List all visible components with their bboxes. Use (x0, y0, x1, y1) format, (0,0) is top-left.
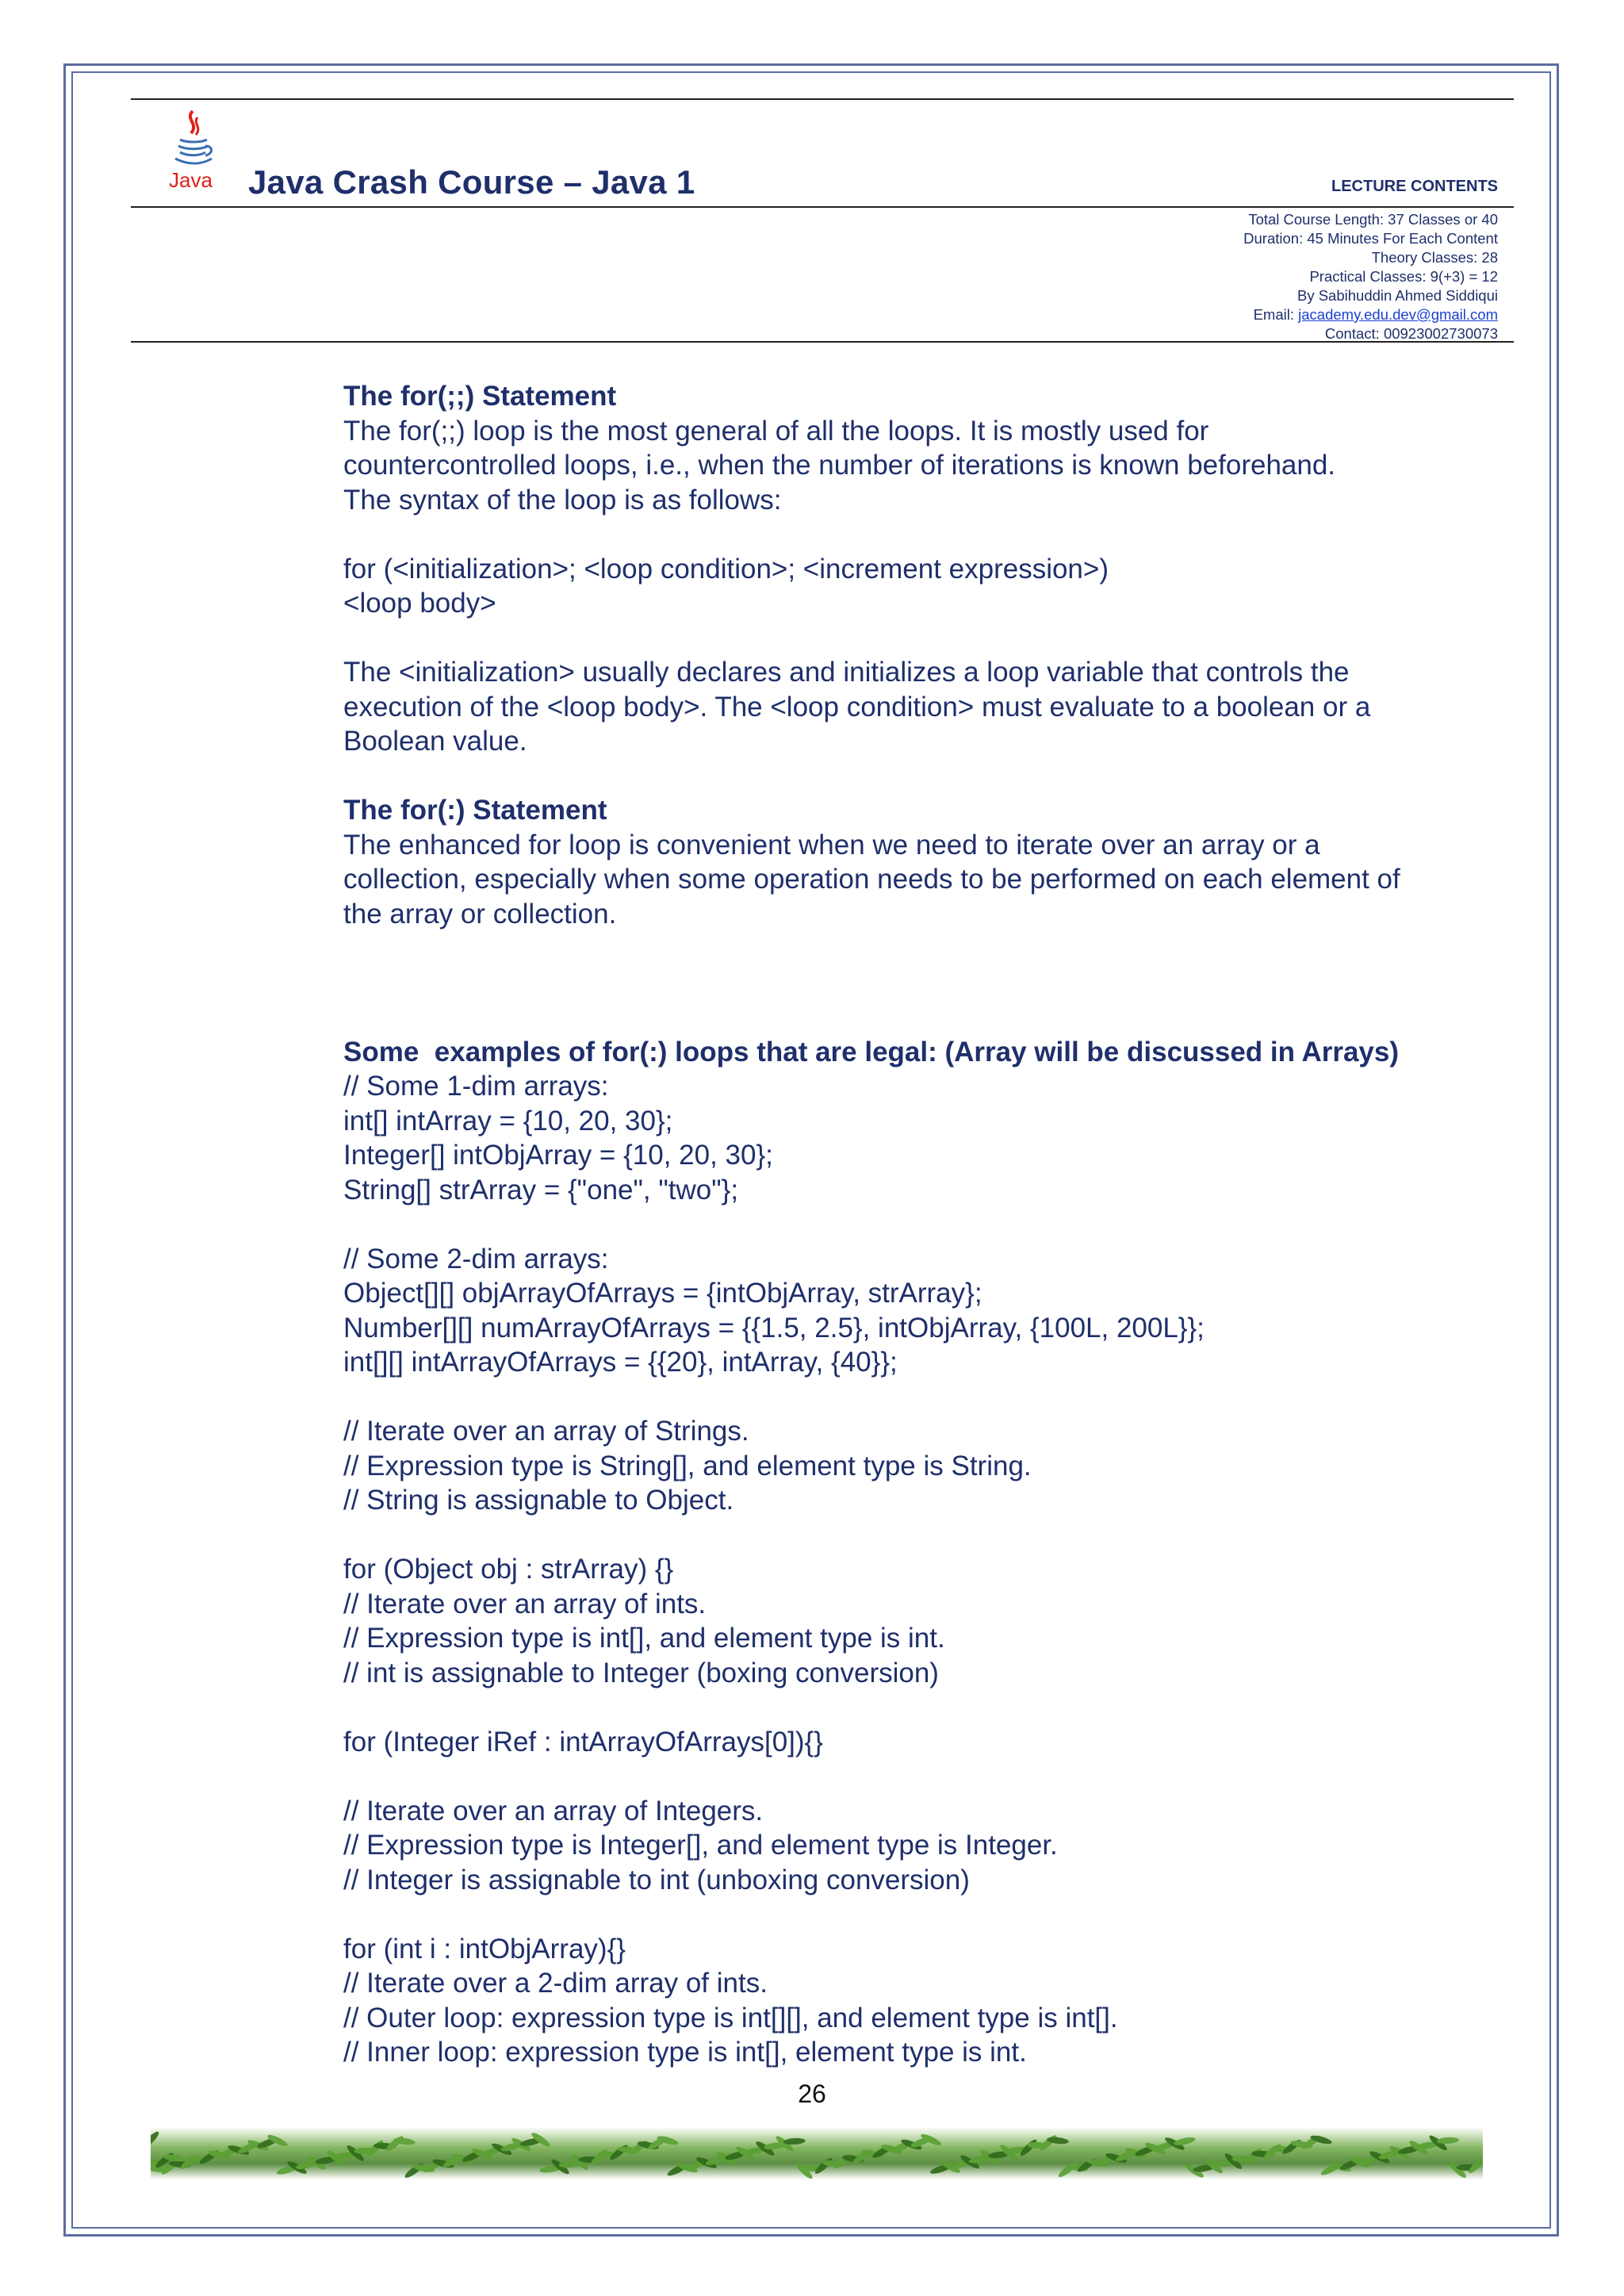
meta-author: By Sabihuddin Ahmed Siddiqui (1297, 287, 1498, 304)
blank-line (343, 1207, 1509, 1242)
blank-line (343, 1759, 1509, 1794)
java-cup-icon (169, 108, 216, 195)
text-line: // Some 1-dim arrays: (343, 1071, 609, 1102)
text-line: // Some 2-dim arrays: (343, 1243, 609, 1274)
course-title: Java Crash Course – Java 1 (248, 163, 695, 201)
section-heading: Some examples of for(:) loops that are legal: (Array will be discussed in Arrays) (343, 1036, 1400, 1068)
email-link[interactable]: jacademy.edu.dev@gmail.com (1298, 306, 1498, 323)
text-line: // int is assignable to Integer (boxing conversion) (343, 1657, 939, 1688)
text-line: collection, especially when some operation needs to be performed on each element of (343, 864, 1400, 895)
text-line: Object[][] objArrayOfArrays = {intObjArray, strArray}; (343, 1278, 982, 1309)
text-line: for (int i : intObjArray){} (343, 1933, 626, 1964)
header-rule-middle (131, 206, 1514, 208)
meta-practical-classes: Practical Classes: 9(+3) = 12 (1309, 268, 1498, 285)
java-logo (169, 108, 216, 195)
header-rule-bottom (131, 341, 1514, 343)
text-line: The <initialization> usually declares and initializes a loop variable that controls the (343, 657, 1350, 688)
course-meta (1243, 210, 1498, 343)
text-line: // Expression type is Integer[], and element type is Integer. (343, 1830, 1058, 1861)
page-number: 26 (798, 2079, 826, 2108)
text-line: // Iterate over an array of ints. (343, 1588, 707, 1619)
text-line: for (Object obj : strArray) {} (343, 1554, 674, 1585)
text-line: int[][] intArrayOfArrays = {{20}, intArray, {40}}; (343, 1347, 898, 1378)
text-line: // String is assignable to Object. (343, 1485, 734, 1516)
header-rule-top (131, 98, 1514, 100)
text-line: String[] strArray = {"one", "two"}; (343, 1174, 739, 1205)
text-line: for (<initialization>; <loop condition>; <increment expression>) (343, 553, 1109, 585)
blank-line (343, 1897, 1509, 1932)
text-line: The for(;;) loop is the most general of all the loops. It is mostly used for (343, 415, 1209, 447)
document-header (131, 98, 1514, 343)
section-heading: The for(:) Statement (343, 795, 607, 826)
text-line: the array or collection. (343, 898, 617, 930)
blank-line (343, 1380, 1509, 1415)
lecture-body (343, 379, 1509, 2070)
meta-theory-classes: Theory Classes: 28 (1371, 249, 1498, 266)
text-line: Number[][] numArrayOfArrays = {{1.5, 2.5}, intObjArray, {100L, 200L}}; (343, 1312, 1205, 1343)
blank-line (343, 759, 1509, 794)
text-line: // Iterate over an array of Strings. (343, 1416, 749, 1447)
meta-course-length: Total Course Length: 37 Classes or 40 (1248, 211, 1498, 228)
text-line: Boolean value. (343, 726, 527, 757)
leaf-garland-icon (151, 2116, 1483, 2189)
text-line: // Outer loop: expression type is int[][], and element type is int[]. (343, 2002, 1118, 2033)
blank-line (343, 517, 1509, 552)
text-line: // Iterate over an array of Integers. (343, 1795, 764, 1826)
text-line: execution of the <loop body>. The <loop condition> must evaluate to a boolean or a (343, 691, 1371, 723)
email-label: Email: (1253, 306, 1299, 323)
section-heading: The for(;;) Statement (343, 381, 617, 412)
blank-line (343, 931, 1509, 966)
text-line: The enhanced for loop is convenient when we need to iterate over an array or a (343, 829, 1320, 861)
blank-line (343, 621, 1509, 656)
text-line: // Integer is assignable to int (unboxing conversion) (343, 1864, 970, 1895)
text-line: // Inner loop: expression type is int[], element type is int. (343, 2037, 1027, 2068)
meta-email (1243, 305, 1498, 324)
meta-duration: Duration: 45 Minutes For Each Content (1243, 230, 1498, 247)
meta-contact: Contact: 00923002730073 (1324, 325, 1498, 342)
text-line: // Expression type is String[], and element type is String. (343, 1450, 1032, 1481)
text-line: <loop body> (343, 588, 496, 619)
lecture-contents-label: LECTURE CONTENTS (1331, 178, 1498, 195)
blank-line (343, 1000, 1509, 1035)
blank-line (343, 966, 1509, 1001)
blank-line (343, 1690, 1509, 1725)
blank-line (343, 1518, 1509, 1553)
text-line: // Expression type is int[], and element type is int. (343, 1623, 945, 1654)
text-line: // Iterate over a 2-dim array of ints. (343, 1968, 768, 1999)
footer-greenery-banner (151, 2116, 1483, 2189)
text-line: The syntax of the loop is as follows: (343, 484, 782, 516)
svg-text:Java: Java (169, 168, 213, 192)
text-line: for (Integer iRef : intArrayOfArrays[0]){} (343, 1726, 823, 1757)
text-line: int[] intArray = {10, 20, 30}; (343, 1105, 673, 1137)
text-line: countercontrolled loops, i.e., when the number of iterations is known beforehand. (343, 450, 1336, 481)
text-line: Integer[] intObjArray = {10, 20, 30}; (343, 1140, 773, 1171)
